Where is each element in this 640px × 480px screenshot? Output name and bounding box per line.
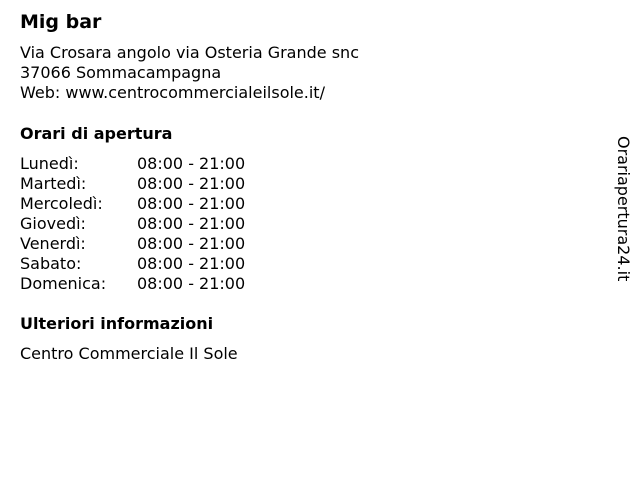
day-label: Mercoledì: xyxy=(20,194,103,213)
day-label: Venerdì: xyxy=(20,234,86,253)
hours-row-sunday xyxy=(20,274,280,294)
website-link[interactable]: Web: www.centrocommercialeilsole.it/ xyxy=(20,83,325,102)
day-label: Sabato: xyxy=(20,254,82,273)
time-range: 08:00 - 21:00 xyxy=(137,154,246,173)
day-label: Martedì: xyxy=(20,174,87,193)
day-label: Lunedì: xyxy=(20,154,79,173)
day-label: Domenica: xyxy=(20,274,107,293)
hours-row-thursday xyxy=(20,214,280,234)
hours-row-saturday xyxy=(20,254,280,274)
opening-hours-heading: Orari di apertura xyxy=(20,124,173,143)
address-city: 37066 Sommacampagna xyxy=(20,63,222,82)
opening-hours-table xyxy=(20,154,280,294)
hours-row-monday xyxy=(20,154,280,174)
time-range: 08:00 - 21:00 xyxy=(137,214,246,233)
time-range: 08:00 - 21:00 xyxy=(137,194,246,213)
time-range: 08:00 - 21:00 xyxy=(137,174,246,193)
watermark-text: Orariapertura24.it xyxy=(614,136,633,282)
business-name: Mig bar xyxy=(20,11,102,33)
address-block xyxy=(20,43,359,103)
time-range: 08:00 - 21:00 xyxy=(137,254,246,273)
time-range: 08:00 - 21:00 xyxy=(137,234,246,253)
hours-row-friday xyxy=(20,234,280,254)
address-street: Via Crosara angolo via Osteria Grande snc xyxy=(20,43,359,62)
more-info-heading: Ulteriori informazioni xyxy=(20,314,214,333)
time-range: 08:00 - 21:00 xyxy=(137,274,246,293)
hours-row-wednesday xyxy=(20,194,280,214)
hours-row-tuesday xyxy=(20,174,280,194)
day-label: Giovedì: xyxy=(20,214,86,233)
more-info-text: Centro Commerciale Il Sole xyxy=(20,344,238,363)
site-watermark xyxy=(613,136,633,310)
